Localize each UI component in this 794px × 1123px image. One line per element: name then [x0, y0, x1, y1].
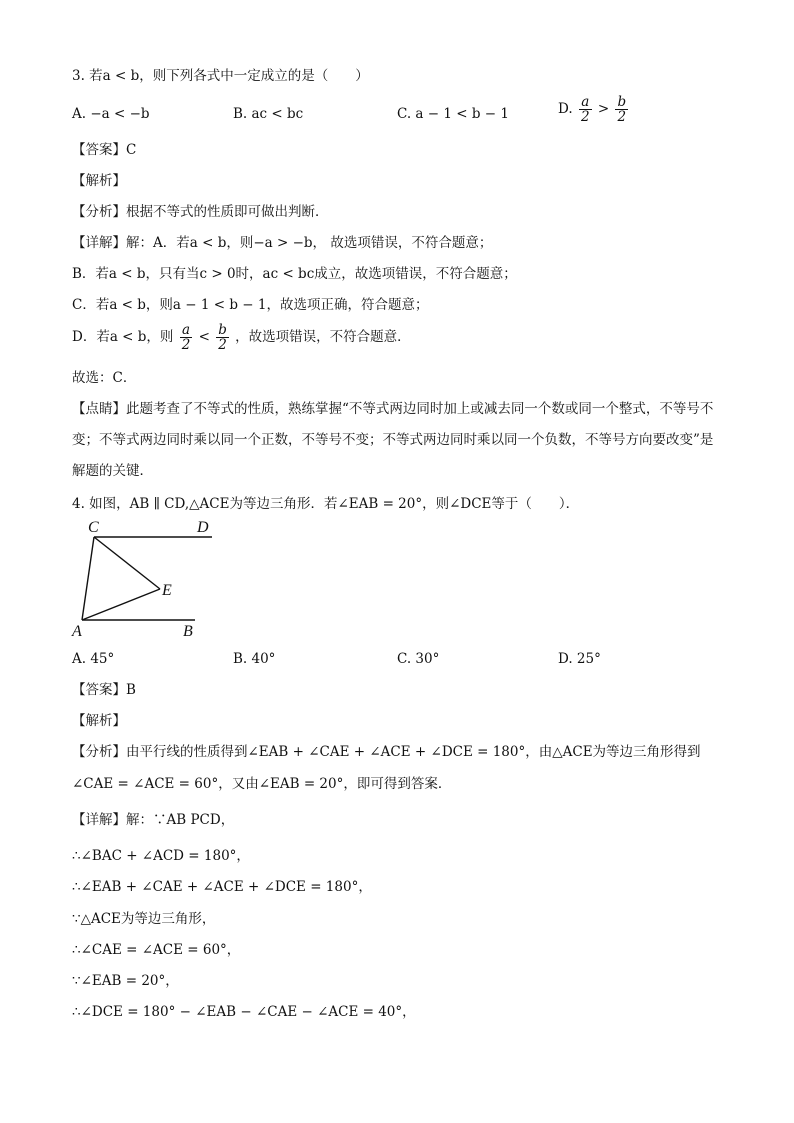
q3-detail-d-post: ，故选项错误，不符合题意．: [235, 329, 411, 345]
q3-detail-d-operator: <: [198, 329, 210, 345]
q4-answer: 【答案】B: [72, 682, 136, 698]
q3-fenxi: 【分析】根据不等式的性质即可做出判断．: [72, 204, 329, 220]
q3-detail-d-frac1: [180, 323, 193, 352]
q3-choose: 故选：C．: [72, 370, 137, 386]
q4-detail-line: ∵△ACE为等边三角形，: [72, 911, 216, 927]
frac-denominator: 2: [181, 337, 191, 353]
q3-detail-a: 【详解】解：A．若a < b，则−a > −b， 故选项错误，不符合题意；: [72, 235, 493, 251]
frac-denominator: 2: [580, 109, 590, 125]
label-e: E: [162, 582, 172, 599]
q4-detail-line: ∵∠EAB = 20°，: [72, 973, 179, 989]
q3-option-d-label: D.: [558, 101, 573, 117]
frac-numerator: b: [617, 94, 627, 110]
q3-detail-d: [72, 323, 411, 352]
q4-stem: 4. 如图，AB ∥ CD,△ACE为等边三角形．若∠EAB = 20°，则∠DCE等于（ ）．: [72, 496, 580, 512]
frac-numerator: a: [579, 95, 592, 110]
frac-numerator: a: [180, 323, 193, 338]
q4-detail-line: ∴∠DCE = 180° − ∠EAB − ∠CAE − ∠ACE = 40°，: [72, 1004, 416, 1020]
q3-option-c: C. a − 1 < b − 1: [397, 106, 509, 122]
q3-detail-c: C．若a < b，则a − 1 < b − 1，故选项正确，符合题意；: [72, 297, 429, 313]
q4-option-b: B. 40°: [233, 651, 276, 667]
frac-numerator: b: [218, 322, 227, 338]
q4-detail-line: ∴∠CAE = ∠ACE = 60°，: [72, 942, 241, 958]
q4-fenxi-line2: ∠CAE = ∠ACE = 60°，又由∠EAB = 20°，即可得到答案．: [72, 776, 452, 792]
q3-option-b: B. ac < bc: [233, 106, 304, 122]
frac-denominator: 2: [617, 109, 627, 125]
q4-detail-line: ∴∠EAB + ∠CAE + ∠ACE + ∠DCE = 180°，: [72, 879, 372, 895]
q3-option-d-frac-left: [579, 95, 592, 124]
q4-option-c: C. 30°: [397, 651, 440, 667]
q4-geometry-figure: [64, 517, 224, 642]
q4-jiexi-heading: 【解析】: [72, 713, 126, 729]
q4-option-d: D. 25°: [558, 651, 601, 667]
q3-option-d: [558, 95, 630, 124]
label-b: B: [183, 623, 193, 640]
q3-option-d-operator: >: [597, 101, 610, 117]
frac-denominator: 2: [218, 337, 227, 353]
segment-ac: [82, 537, 94, 620]
q3-stem: 3. 若a < b，则下列各式中一定成立的是（ ）: [72, 68, 369, 84]
q3-detail-d-pre: D．若a < b，则: [72, 329, 174, 345]
label-c: C: [88, 519, 99, 536]
q4-fenxi-line1: 【分析】由平行线的性质得到∠EAB + ∠CAE + ∠ACE + ∠DCE = 180°，由△ACE为等边三角形得到: [72, 744, 701, 760]
q3-detail-d-frac2: [216, 323, 229, 352]
label-d: D: [197, 519, 209, 536]
q3-dianjing: 【点睛】此题考查了不等式的性质，熟练掌握“不等式两边同时加上或减去同一个数或同一个整式，不等号不变；不等式两边同时乘以同一个正数，不等号不变；不等式两边同时乘以同一个负数，不等号方向要改变”是解题的关键．: [72, 401, 714, 479]
q4-detail-line: 【详解】解：∵AB PCD，: [72, 812, 235, 828]
q3-answer: 【答案】C: [72, 142, 137, 158]
label-a: A: [72, 623, 82, 640]
segment-ae: [82, 589, 160, 620]
q3-jiexi-heading: 【解析】: [72, 173, 126, 189]
q4-detail-line: ∴∠BAC + ∠ACD = 180°，: [72, 848, 250, 864]
q3-detail-b: B．若a < b，只有当c > 0时，ac < bc成立，故选项错误，不符合题意；: [72, 266, 517, 282]
q4-option-a: A. 45°: [72, 651, 115, 667]
q3-option-a: A. −a < −b: [72, 106, 150, 122]
q3-option-d-frac-right: [615, 95, 628, 124]
segment-ce: [94, 537, 160, 589]
